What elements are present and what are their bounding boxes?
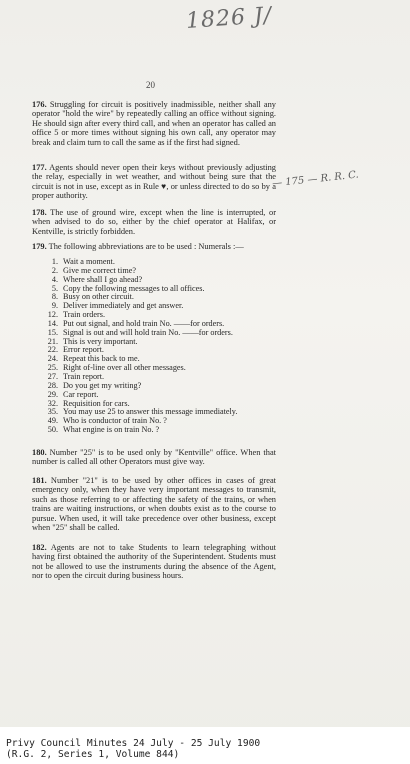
rule-text: Agents are not to take Students to learn telegraphing without having first obtained the authority of the Superintendent. Students must not be allowed to use the instruments during the absence of the Agent, nor to open the circuit during business hours.	[32, 543, 276, 581]
rule-181	[32, 476, 276, 532]
abbreviation-meaning: This is very important.	[63, 336, 138, 346]
abbreviation-item	[40, 426, 280, 435]
margin-handwritten-note: — 175 — R. R. C.	[271, 169, 360, 190]
abbreviation-code: 27.	[47, 371, 58, 381]
abbreviation-meaning: Car report.	[63, 389, 99, 399]
rule-number: 176.	[32, 100, 47, 109]
abbreviation-meaning: Busy on other circuit.	[63, 292, 134, 302]
abbreviation-code: 49.	[47, 416, 58, 426]
abbreviation-meaning: Train report.	[63, 371, 105, 381]
abbreviation-meaning: Put out signal, and hold train No. ——for orders.	[63, 318, 225, 328]
archive-caption	[0, 727, 410, 764]
abbreviation-code: 15.	[47, 327, 58, 337]
abbreviation-code: 50.	[47, 425, 58, 435]
abbreviation-meaning: Error report.	[63, 345, 104, 355]
abbreviation-code: 25.	[47, 363, 58, 373]
abbreviation-meaning: What engine is on train No. ?	[63, 425, 160, 435]
rule-number: 177.	[32, 163, 47, 172]
abbreviation-meaning: Where shall I go ahead?	[63, 274, 143, 284]
handwritten-annotation: 1826 J/	[185, 3, 273, 34]
caption-line-1: Privy Council Minutes 24 July - 25 July 1900	[6, 738, 261, 749]
abbreviation-code: 24.	[47, 354, 58, 364]
abbreviation-meaning: Copy the following messages to all offices.	[63, 283, 205, 293]
rule-text: The use of ground wire, except when the line is interrupted, or when advised to do so, either by the chief operator at Halifax, or Kentville, is strictly forbidden.	[32, 208, 276, 236]
rule-number: 179.	[32, 242, 47, 251]
caption-line-2: (R.G. 2, Series 1, Volume 844)	[6, 749, 180, 760]
rule-178	[32, 208, 276, 236]
abbreviation-code: 5.	[51, 283, 58, 293]
rule-text: Agents should never open their keys without previously adjusting the relay, especially in wet weather, and without being sure that the circuit is not in use, except as in Rule ♥, or unless directed to do so by a proper authority.	[32, 163, 276, 201]
rule-182	[32, 543, 276, 581]
abbreviation-meaning: Do you get my writing?	[63, 380, 142, 390]
rule-176	[32, 100, 276, 147]
abbreviation-meaning: You may use 25 to answer this message immediately.	[63, 407, 238, 417]
abbreviation-code: 28.	[47, 380, 58, 390]
abbreviation-meaning: Train orders.	[63, 310, 105, 320]
page-number: 20	[146, 80, 155, 90]
abbreviation-meaning: Deliver immediately and get answer.	[63, 301, 184, 311]
abbreviation-code: 9.	[51, 301, 58, 311]
abbreviation-list	[40, 258, 280, 435]
abbreviation-code: 29.	[47, 389, 58, 399]
rule-text: The following abbreviations are to be used : Numerals :—	[46, 242, 244, 251]
abbreviation-code: 21.	[47, 336, 58, 346]
abbreviation-code: 32.	[47, 398, 58, 408]
rule-number: 181.	[32, 476, 47, 485]
abbreviation-meaning: Who is conductor of train No. ?	[63, 416, 167, 426]
rule-179	[32, 242, 276, 251]
rule-text: Number "21" is to be used by other offices in cases of great emergency only, when they have very important messages to transmit, such as those referring to or affecting the safety of the trains, or when trains are waiting instructions, or when doubts exist as to the course to pursue. When used, it will take precedence over other business, except when "25" shall be called.	[32, 476, 276, 533]
abbreviation-code: 12.	[47, 310, 58, 320]
rule-number: 182.	[32, 543, 47, 552]
abbreviation-code: 4.	[51, 274, 58, 284]
abbreviation-meaning: Repeat this back to me.	[63, 354, 140, 364]
abbreviation-meaning: Requisition for cars.	[63, 398, 130, 408]
abbreviation-code: 14.	[47, 318, 58, 328]
rule-text: Number "25" is to be used only by "Kentville" office. When that number is called all other Operators must give way.	[32, 448, 276, 467]
rule-177	[32, 163, 276, 201]
abbreviation-code: 35.	[47, 407, 58, 417]
abbreviation-meaning: Right of-line over all other messages.	[63, 363, 186, 373]
rule-180	[32, 448, 276, 467]
abbreviation-code: 22.	[47, 345, 58, 355]
abbreviation-code: 1.	[51, 257, 58, 266]
abbreviation-meaning: Signal is out and will hold train No. ——for orders.	[63, 327, 233, 337]
rule-number: 180.	[32, 448, 47, 457]
rule-number: 178.	[32, 208, 47, 217]
abbreviation-meaning: Give me correct time?	[63, 265, 136, 275]
abbreviation-code: 2.	[51, 265, 58, 275]
rule-text: Struggling for circuit is positively inadmissible, neither shall any operator "hold the wire" by repeatedly calling an office without signing. He should sign after every third call, and when an operator has called an office 5 or more times without signing his own call, any operator may break and claim turn to call the same as if the first had signed.	[32, 100, 276, 147]
abbreviation-code: 8.	[51, 292, 58, 302]
abbreviation-meaning: Wait a moment.	[63, 257, 115, 266]
